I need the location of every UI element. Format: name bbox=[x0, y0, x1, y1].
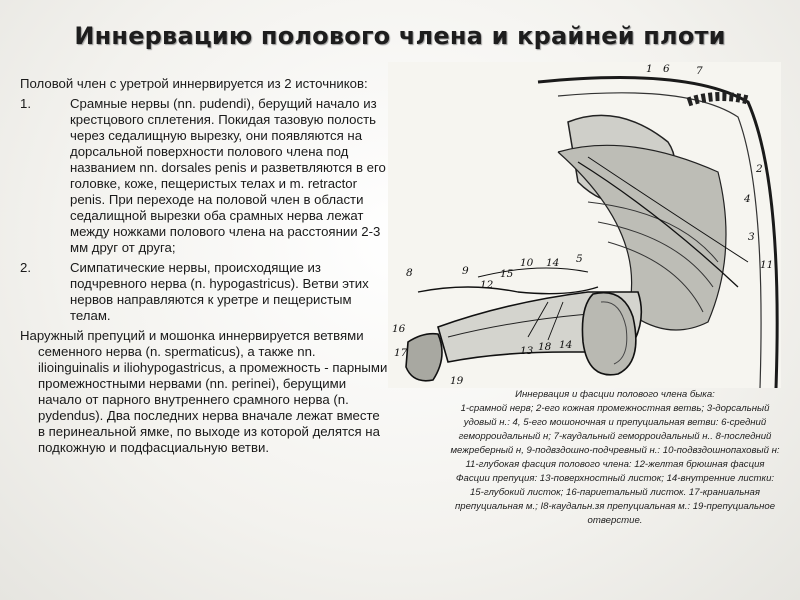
caption-body: 1-срамной нерв; 2-его кожная промежностная ветвь; 3-дорсальный удовый н.: 4, 5-его мошоночная и препуциальная ветви: 6-средний геморроидальный н; 7-каудальный геморроидальный н.. 8-последний межреберный н, 9-подвздошно-подчревный н.: 10-подвздошнопаховый н: 11-глубокая фасция полового члена: 12-желтая брюшная фасция Фасции препуция: 13-поверхностный листок; 14-внутренние листки: 15-глубокий листок; 16-париетальный листок. 17-краниальная препуциальная м.; I8-каудальн.зя препуциальная м.: 19-препуциальное отверстие. bbox=[450, 403, 780, 526]
list-number: 2. bbox=[20, 260, 31, 275]
figure-label: 12 bbox=[480, 279, 494, 291]
intro-paragraph: Половой член с уретрой иннервируется из 2 источников: bbox=[20, 76, 368, 91]
list-item bbox=[20, 260, 390, 324]
outro-paragraph: Наружный препуций и мошонка иннервируется ветвями семенного нерва (n. spermaticus), а также nn. ilioinguinalis и iliohypogastricus, а промежность - парными промежностными нервами (nn. perinei), берущими начало от парного внутреннего срамного нерва (n. pydendus). Два последних нерва вначале лежат вместе в перинеальной ямке, по выходе из которой делятся на подкожную и подфасциальную ветви. bbox=[20, 328, 388, 455]
figure-label: 10 bbox=[520, 257, 534, 269]
list-text: Срамные нервы (nn. pudendi), берущий начало из крестцового сплетения. Покидая тазовую полость через седалищную вырезку, они появляются на дорсальной поверхности полового члена под названием nn. dorsales penis и разветвляются в его головке, коже, пещеристых телах и m. retractor penis. При переходе на половой член в области седалищной вырезки оба срамных нерва лежат между ножками полового члена на расстоянии 2-3 мм друг от друга; bbox=[70, 96, 386, 255]
figure-label: 6 bbox=[663, 63, 670, 75]
caption-heading: Иннервация и фасции полового члена быка: bbox=[515, 389, 715, 400]
figure-label: 1 bbox=[646, 63, 653, 75]
anatomy-illustration bbox=[388, 62, 781, 388]
figure-label: 7 bbox=[696, 65, 703, 77]
figure-label: 11 bbox=[760, 259, 774, 271]
figure-label: 17 bbox=[394, 347, 408, 359]
figure-label: 14 bbox=[559, 339, 573, 351]
figure-label: 3 bbox=[748, 231, 755, 243]
figure-label: 9 bbox=[462, 265, 469, 277]
figure-label: 4 bbox=[744, 193, 751, 205]
figure-label: 15 bbox=[500, 268, 514, 280]
figure-label: 13 bbox=[520, 345, 534, 357]
figure-label: 18 bbox=[538, 341, 552, 353]
figure-caption bbox=[450, 388, 780, 528]
source-list bbox=[20, 96, 390, 324]
list-number: 1. bbox=[20, 96, 31, 111]
figure-label: 8 bbox=[406, 267, 413, 279]
figure-label: 16 bbox=[392, 323, 406, 335]
text-column bbox=[20, 76, 390, 456]
figure-label: 5 bbox=[576, 253, 583, 265]
anatomy-drawing bbox=[388, 62, 781, 388]
figure-label: 2 bbox=[756, 163, 763, 175]
figure-label: 19 bbox=[450, 375, 464, 387]
page-title: Иннервацию полового члена и крайней плоти bbox=[74, 22, 726, 50]
list-text: Симпатические нервы, происходящие из подчревного нерва (n. hypogastricus). Ветви этих нервов направляются к уретре и пещеристым телам. bbox=[70, 260, 369, 323]
list-item bbox=[20, 96, 390, 256]
figure-label: 14 bbox=[546, 257, 560, 269]
